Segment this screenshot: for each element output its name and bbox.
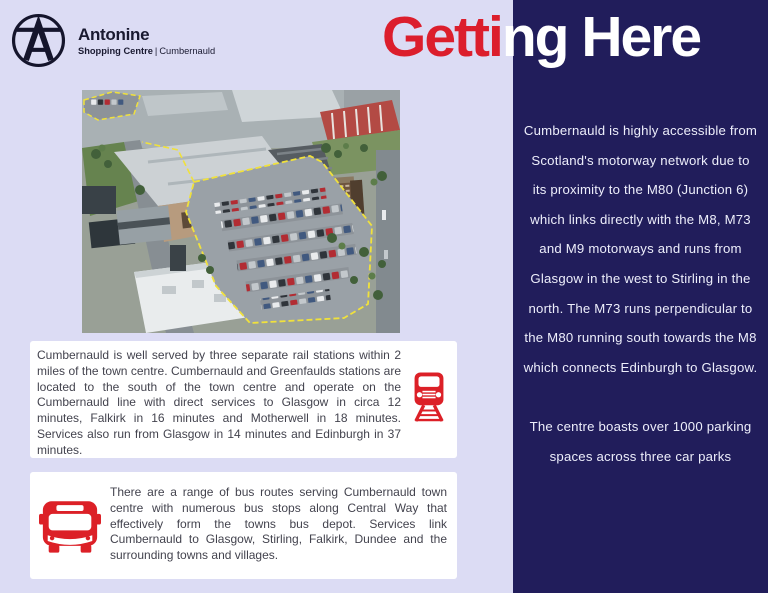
rail-info-card — [30, 341, 457, 458]
bus-icon-box — [30, 485, 110, 566]
logo-subtitle-separator: | — [154, 46, 158, 56]
page-title — [382, 5, 701, 69]
aerial-photo — [82, 90, 400, 333]
bus-icon — [39, 498, 101, 553]
logo-name: Antonine — [78, 25, 150, 44]
side-panel — [513, 0, 768, 593]
antonine-a-icon — [10, 12, 67, 69]
antonine-logo — [10, 12, 215, 69]
train-icon — [408, 371, 450, 429]
bus-info-text: There are a range of bus routes serving Cumbernauld town centre with numerous bus stops along Central Way that effectively form the towns bus depot. Services link Cumbernauld to Glasgow, Stirling, Falkirk, Dundee and the surrounding towns and villages. — [110, 485, 447, 563]
page-title-red-part: Getti — [382, 5, 502, 69]
logo-subtitle-right: Cumbernauld — [159, 46, 216, 56]
logo-subtitle-left: Shopping Centre — [78, 46, 153, 56]
motorway-paragraph: Cumbernauld is highly accessible from Scotland's motorway network due to its proximity to the M80 (Junction 6) which links directly with the M8, M73 and M9 motorways and runs from Glasgow in the west to Stirling in the north. The M73 runs perpendicular to the M80 running south towards the M8 which connects Edinburgh to Glasgow. — [523, 123, 758, 375]
bus-info-card — [30, 472, 457, 579]
parking-paragraph: The centre boasts over 1000 parking spaces across three car parks — [529, 419, 752, 464]
rail-icon-box — [401, 348, 457, 452]
rail-info-text: Cumbernauld is well served by three separate rail stations within 2 miles of the town centre. Cumbernauld and Greenfaulds stations are located to the south of the town centre and operate on the Cumbernauld line with direct services to Glasgow in circa 12 minutes, Falkirk in 16 minutes and Motherwell in 18 minutes. Services also run from Glasgow in 14 minutes and Edinburgh in 37 minutes. — [37, 348, 401, 457]
logo-text — [78, 25, 215, 56]
logo-subtitle — [78, 46, 215, 56]
page-title-white-part: ng Here — [501, 5, 701, 69]
